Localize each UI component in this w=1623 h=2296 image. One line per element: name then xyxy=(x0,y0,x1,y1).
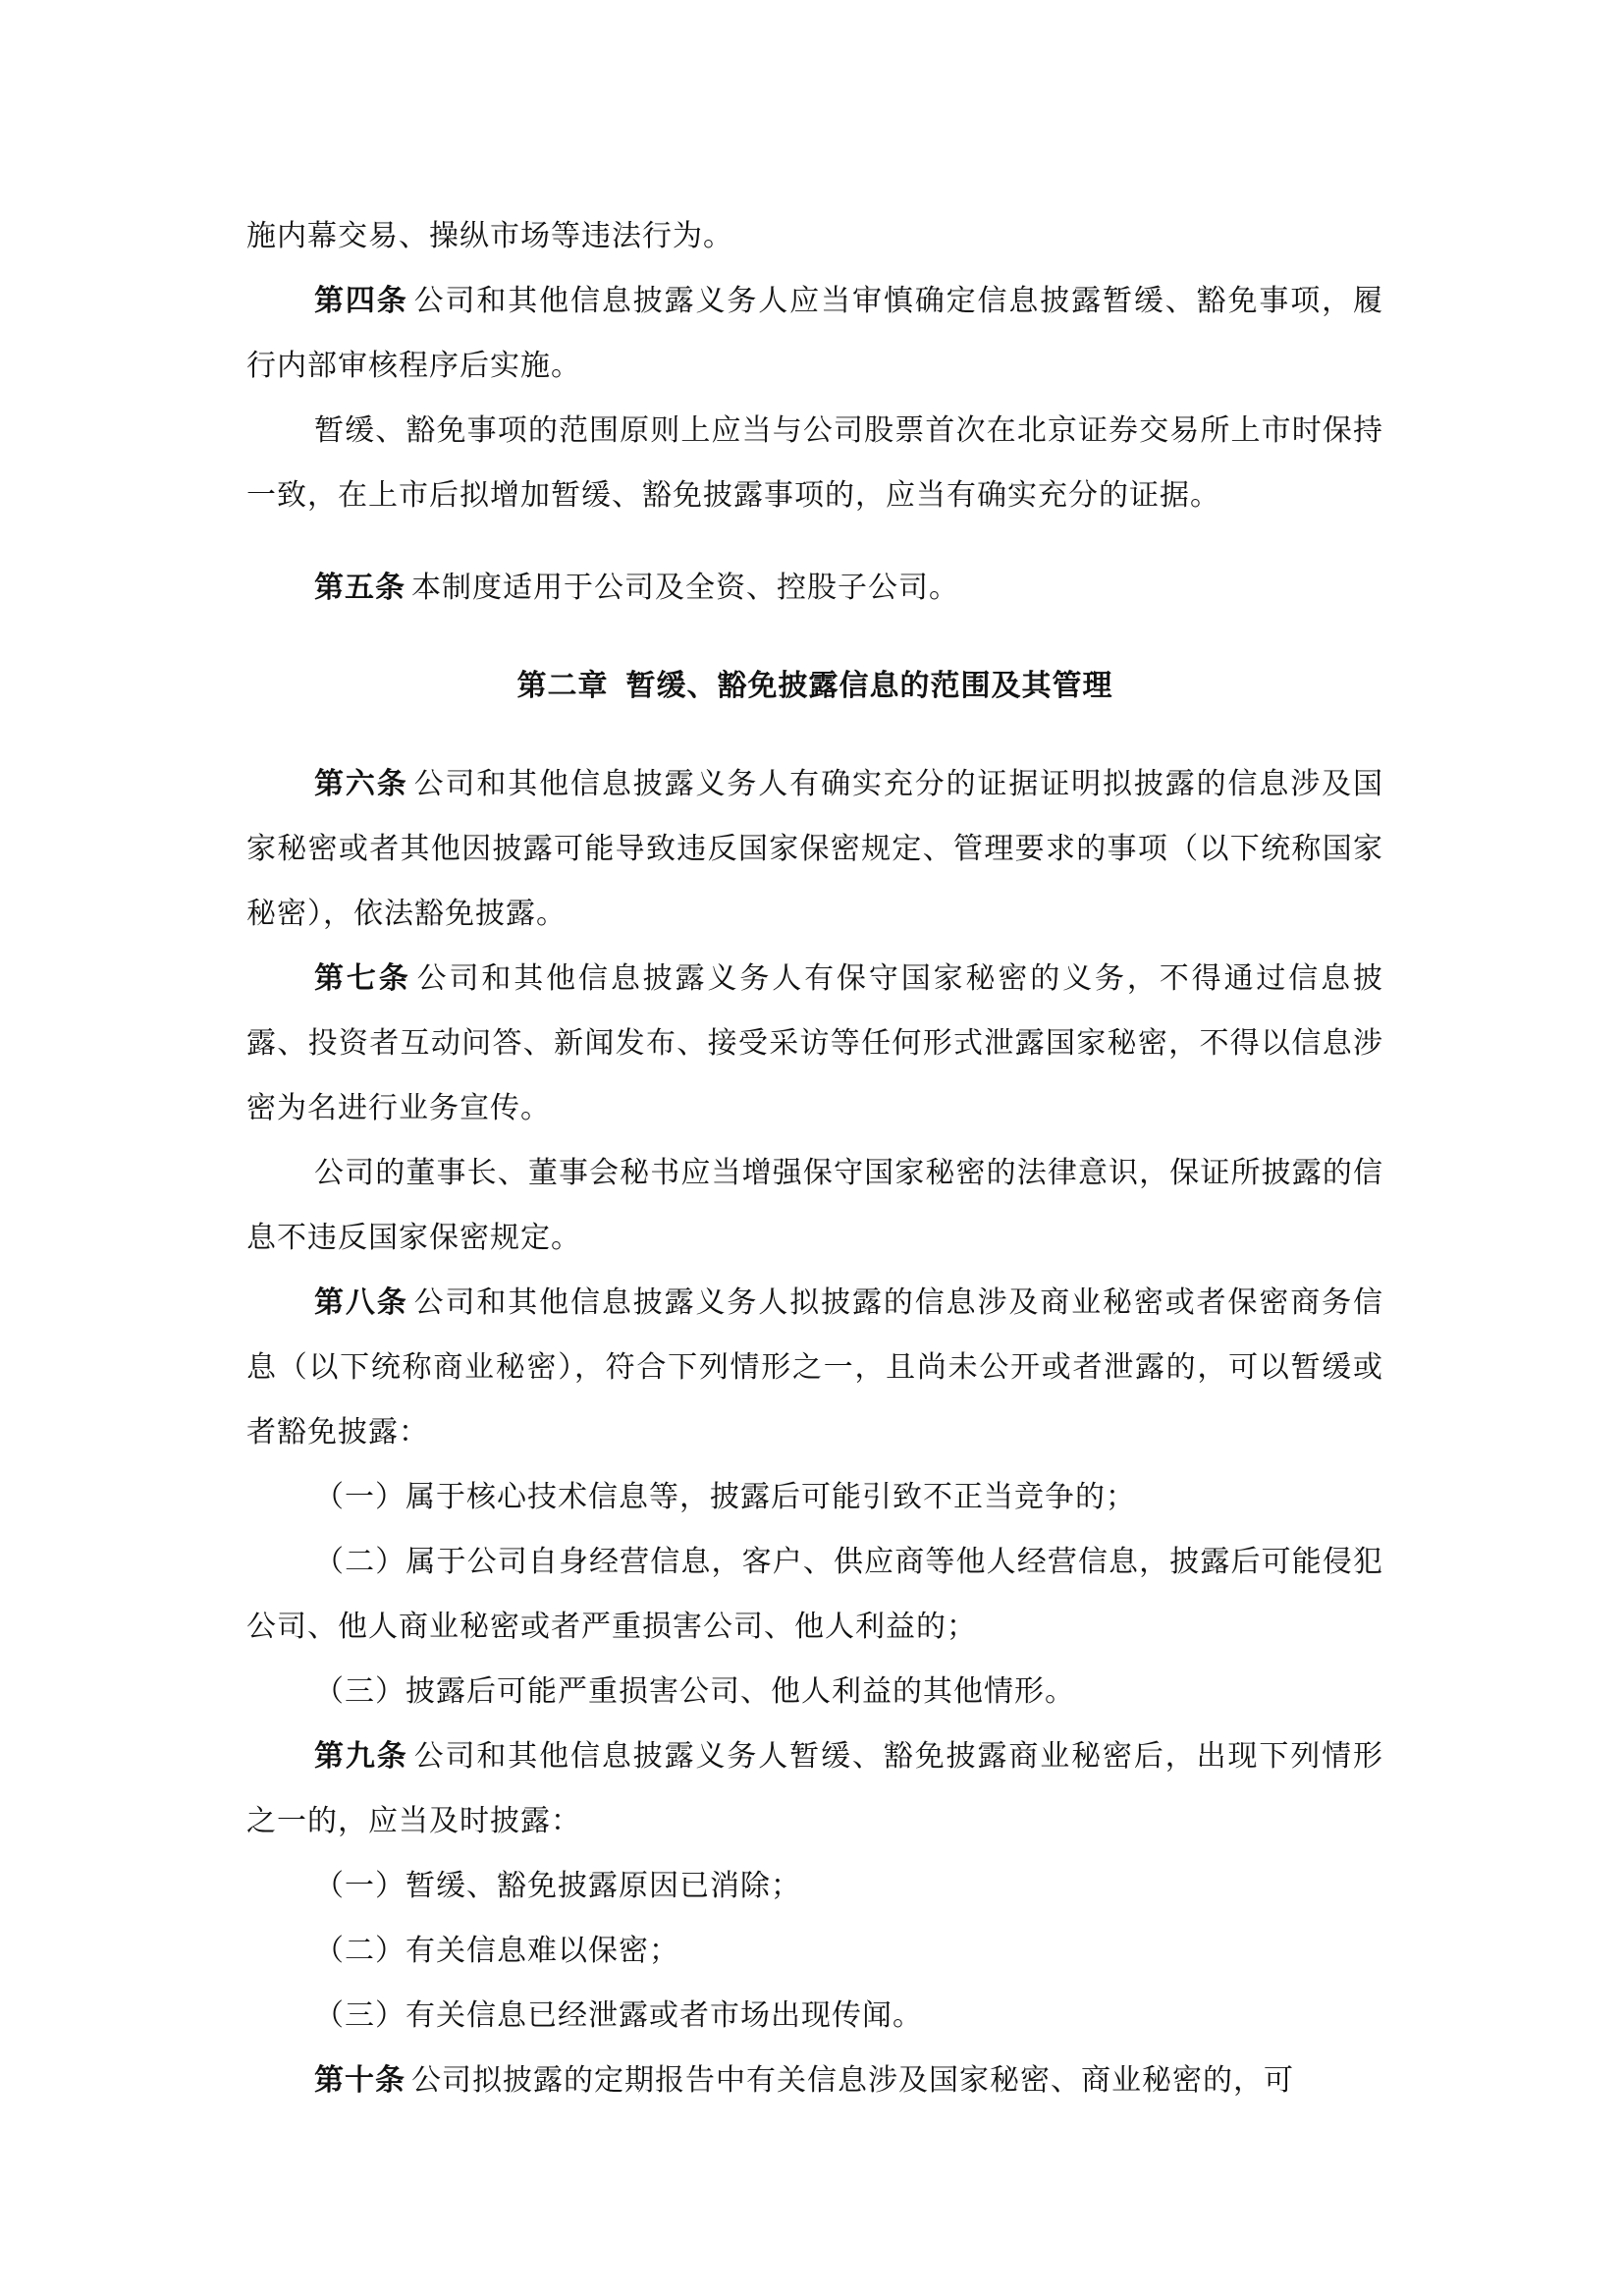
article-7-text: 公司和其他信息披露义务人有保守国家秘密的义务，不得通过信息披露、投资者互动问答、新闻发布、接受采访等任何形式泄露国家秘密，不得以信息涉密为名进行业务宣传。 xyxy=(246,961,1383,1125)
lead-fragment: 施内幕交易、操纵市场等违法行为。 xyxy=(246,219,733,253)
article-4 xyxy=(246,269,1383,399)
article-9-text: 公司和其他信息披露义务人暂缓、豁免披露商业秘密后，出现下列情形之一的，应当及时披露： xyxy=(246,1739,1384,1838)
article-4-text: 公司和其他信息披露义务人应当审慎确定信息披露暂缓、豁免事项，履行内部审核程序后实施。 xyxy=(246,284,1384,383)
spacer xyxy=(246,528,1383,556)
article-8-label: 第八条 xyxy=(314,1285,408,1320)
chapter-title: 暂缓、豁免披露信息的范围及其管理 xyxy=(625,669,1113,703)
article-5-label: 第五条 xyxy=(314,571,406,605)
article-4-para-2: 暂缓、豁免事项的范围原则上应当与公司股票首次在北京证券交易所上市时保持一致，在上市后拟增加暂缓、豁免披露事项的，应当有确实充分的证据。 xyxy=(246,413,1383,513)
article-8-item-2: （二）属于公司自身经营信息，客户、供应商等他人经营信息，披露后可能侵犯公司、他人商业秘密或者严重损害公司、他人利益的； xyxy=(246,1545,1383,1644)
article-8 xyxy=(246,1271,1383,1465)
article-9-item-3: （三）有关信息已经泄露或者市场出现传闻。 xyxy=(314,1998,923,2033)
article-6-text: 公司和其他信息披露义务人有确实充分的证据证明拟披露的信息涉及国家秘密或者其他因披露可能导致违反国家保密规定、管理要求的事项（以下统称国家秘密），依法豁免披露。 xyxy=(246,767,1384,931)
article-4-label: 第四条 xyxy=(314,284,408,318)
article-9-label: 第九条 xyxy=(314,1739,408,1774)
article-6-label: 第六条 xyxy=(314,767,408,801)
article-8-item-1: （一）属于核心技术信息等，披露后可能引致不正当竞争的； xyxy=(314,1480,1136,1514)
article-7 xyxy=(246,947,1383,1141)
article-5-text: 本制度适用于公司及全资、控股子公司。 xyxy=(411,571,959,605)
article-7-label: 第七条 xyxy=(314,961,411,996)
article-10 xyxy=(246,2049,1383,2113)
article-10-text: 公司拟披露的定期报告中有关信息涉及国家秘密、商业秘密的，可 xyxy=(411,2063,1294,2098)
article-9-item-1: （一）暂缓、豁免披露原因已消除； xyxy=(314,1869,801,1903)
article-7-para-2: 公司的董事长、董事会秘书应当增强保守国家秘密的法律意识，保证所披露的信息不违反国家保密规定。 xyxy=(246,1156,1383,1255)
article-8-item-3: （三）披露后可能严重损害公司、他人利益的其他情形。 xyxy=(314,1674,1075,1709)
article-6 xyxy=(246,752,1383,947)
article-8-text: 公司和其他信息披露义务人拟披露的信息涉及商业秘密或者保密商务信息（以下统称商业秘密），符合下列情形之一，且尚未公开或者泄露的，可以暂缓或者豁免披露： xyxy=(246,1285,1384,1449)
chapter-number: 第二章 xyxy=(516,669,609,703)
article-5 xyxy=(246,556,1383,621)
article-10-label: 第十条 xyxy=(314,2063,406,2098)
chapter-heading xyxy=(246,654,1383,719)
article-9 xyxy=(246,1724,1383,1854)
spacer xyxy=(246,621,1383,654)
document-body xyxy=(246,204,1383,2113)
spacer xyxy=(246,719,1383,752)
article-9-item-2: （二）有关信息难以保密； xyxy=(314,1934,679,1968)
